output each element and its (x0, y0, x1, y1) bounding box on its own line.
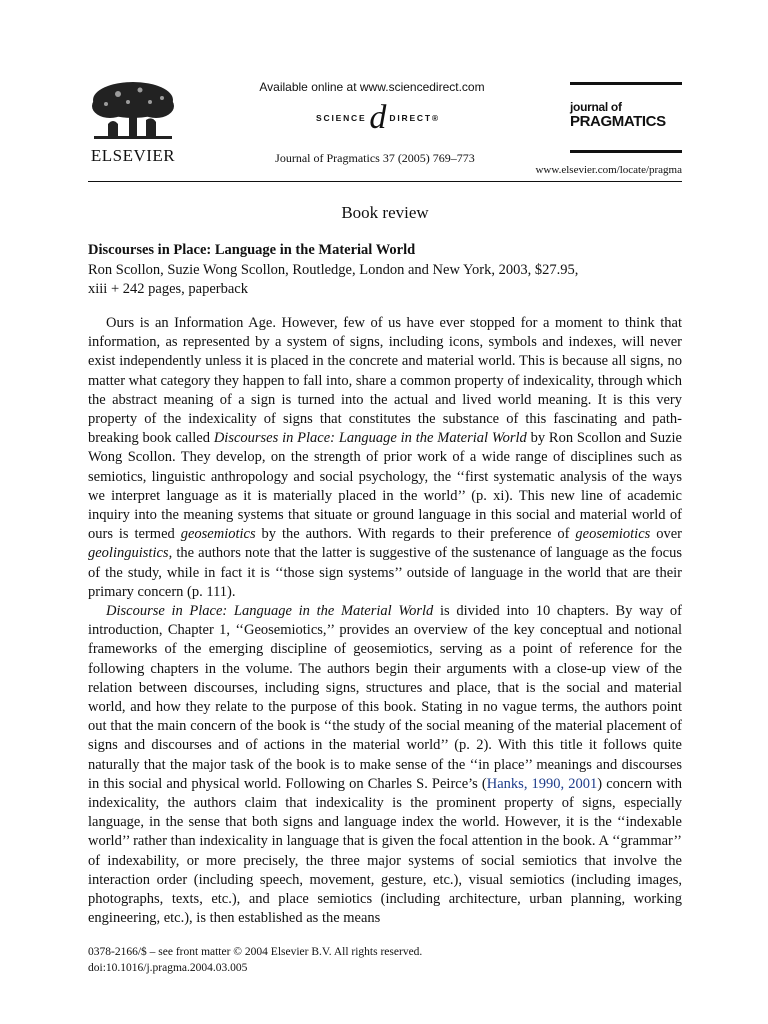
p2-text-b: is divided into 10 chapters. By way of introduction, Chapter 1, ‘‘Geosemiotics,’’ provides an overview of the key conceptual and notional frameworks of the emerging discipline of geosemiotics, serving as a point of reference for the following chapters in the volume. The authors begin their arguments with a close-up view of the relation between discourses, including signs, structures and place, that is the social and material world, and how they relate to the purpose of this book. Stating in no vague terms, the authors point out that the main concern of the book is ‘‘the study of the social meaning of the material placement of signs and discourses and of actions in the material world’’ (p. 2). With this title it follows quite naturally that the major task of the book is to make sense of the ‘‘in place’’ meanings and discourses in this social and physical world. Following on Charles S. Peirce’s ( (88, 603, 682, 792)
book-info-line1: Ron Scollon, Suzie Wong Scollon, Routledge, London and New York, 2003, $27.95, (88, 262, 579, 278)
p1-italic-geosemiotics: geosemiotics (180, 526, 256, 543)
p1-text-i: , the authors note that the latter is suggestive of the sustenance of language as the focus of the study, while in fact it is ‘‘those sign systems’’ outside of language in the world that are their primary concern (p. 111). (88, 545, 682, 600)
p1-italic-geolinguistics: geolinguistics (88, 545, 169, 562)
footer-doi[interactable]: doi:10.1016/j.pragma.2004.03.005 (88, 962, 248, 974)
footer (88, 944, 682, 976)
book-info-line2: xiii + 242 pages, paperback (88, 281, 248, 297)
sciencedirect-logo (268, 100, 488, 136)
p1-italic-title: Discourses in Place: Language in the Material World (213, 430, 527, 447)
paragraph-2 (88, 602, 682, 928)
article-body (88, 314, 682, 929)
sciencedirect-at-icon: d (369, 99, 387, 136)
book-info (88, 261, 682, 299)
section-title: Book review (341, 203, 429, 222)
journal-logo (570, 82, 682, 153)
sciencedirect-mark: ® (431, 113, 440, 123)
p1-text-e: by the authors. With regards to their preference of (255, 526, 576, 543)
p1-text-a: Ours is an Information Age. However, few of us have ever stopped for a moment to think that information, as represented by a system of signs, including icons, symbols and indexes, will never exist independently unless it is placed in the concrete and material world. This is because all signs, no matter what category they happen to fall into, share a common property of indexicality, through which the abstract meaning of a sign is turned into the actual and lived world meaning. It is this very property of the indexicality of signs that constitutes the substance of this fascinating and path-breaking book called (88, 315, 682, 447)
p2-text-d: ) concern with indexicality, the authors claim that indexicality is the prominent property of signs, especially language, in the sense that both signs and language index the world. However, it is the ‘‘indexable world’’ rather than indexicality in language that is given the focal attention in the book. A ‘‘grammar’’ of indexability, or more precisely, the three major systems of social semiotics that involve the interaction order (including speech, movement, gesture, etc.), visual semiotics (including images, photographs, texts, etc.), and place semiotics (including architecture, urban planning, working engineering, etc.), is then established as the means (88, 775, 682, 927)
p2-italic-title: Discourse in Place: Language in the Material World (106, 603, 434, 620)
book-title: Discourses in Place: Language in the Material World (88, 242, 416, 258)
p1-text-c: by Ron Scollon and Suzie Wong Scollon. They develop, on the strength of prior work of a wide range of disciplines such as semiotics, linguistic anthropology and social psychology, the ‘‘first systematic analysis of the ways we interpret language as it is materially placed in the world’’ (p. xi). This new line of academic inquiry into the meaning systems that situate or ground language in this social and material world of ours is termed (88, 430, 682, 543)
p1-text-g: over (650, 526, 682, 543)
sciencedirect-right: DIRECT (389, 113, 432, 123)
citation-link-hanks[interactable]: Hanks, 1990, 2001 (486, 775, 598, 792)
journal-logo-rule-bottom (570, 150, 682, 153)
sciencedirect-left: SCIENCE (316, 113, 367, 123)
journal-logo-big: PRAGMATICS (570, 113, 666, 130)
journal-logo-rule-top (570, 82, 682, 85)
footer-copyright: 0378-2166/$ – see front matter © 2004 Elsevier B.V. All rights reserved. (88, 946, 423, 958)
p1-italic-geosemiotics-2: geosemiotics (575, 526, 651, 543)
journal-url[interactable]: www.elsevier.com/locate/pragma (535, 164, 682, 176)
elsevier-logo (88, 80, 178, 165)
publisher-name: ELSEVIER (90, 146, 176, 165)
header-divider (88, 181, 682, 182)
journal-logo-small: journal of (570, 100, 622, 114)
journal-citation: Journal of Pragmatics 37 (2005) 769–773 (275, 151, 475, 165)
elsevier-tree-icon (88, 80, 178, 142)
paragraph-1 (88, 314, 682, 602)
available-online-text: Available online at www.sciencedirect.com (259, 80, 485, 94)
